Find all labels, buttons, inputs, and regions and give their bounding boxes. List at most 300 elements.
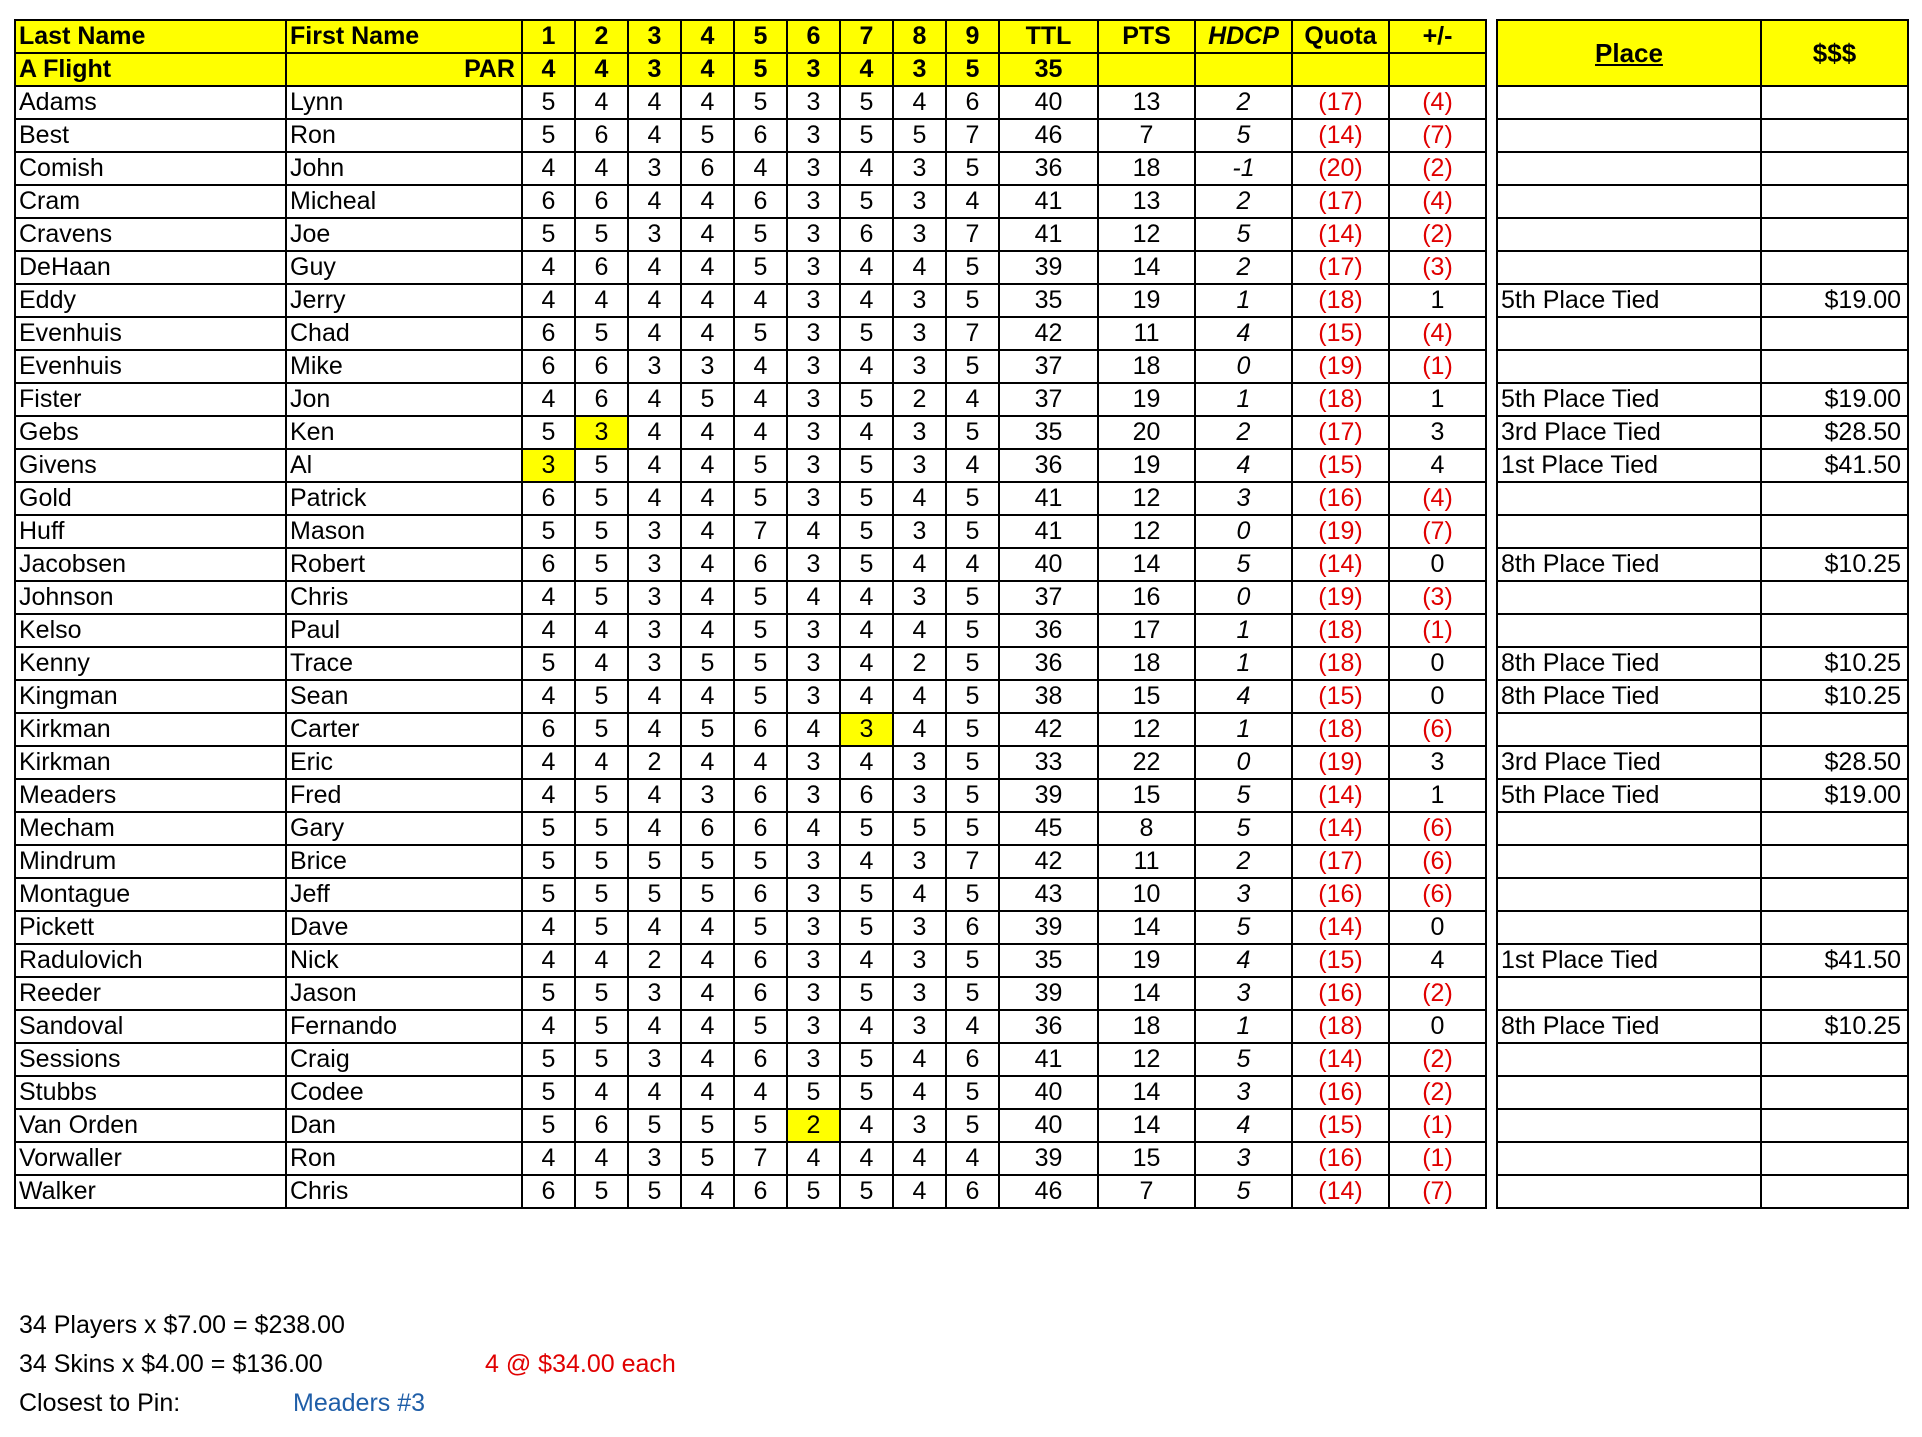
hole-8-score: 4 — [893, 1175, 946, 1208]
handicap-cell: 4 — [1195, 944, 1292, 977]
handicap-cell: 5 — [1195, 812, 1292, 845]
table-row — [15, 1043, 1486, 1076]
points-cell: 12 — [1098, 515, 1195, 548]
last-name-cell: Kingman — [15, 680, 286, 713]
amount-cell — [1761, 482, 1908, 515]
hole-1-score: 5 — [522, 416, 575, 449]
place-cell — [1497, 482, 1761, 515]
payout-row — [1497, 647, 1908, 680]
hole-3-score: 3 — [628, 515, 681, 548]
payout-row — [1497, 614, 1908, 647]
handicap-cell: 1 — [1195, 614, 1292, 647]
table-row — [15, 1010, 1486, 1043]
table-row — [15, 482, 1486, 515]
hole-2-score: 4 — [575, 86, 628, 119]
hole-7-score: 4 — [840, 746, 893, 779]
total-cell: 35 — [999, 416, 1098, 449]
total-cell: 41 — [999, 185, 1098, 218]
hole-3-score: 4 — [628, 119, 681, 152]
last-name-cell: Sandoval — [15, 1010, 286, 1043]
total-cell: 36 — [999, 1010, 1098, 1043]
amount-cell — [1761, 185, 1908, 218]
hole-2-score: 5 — [575, 845, 628, 878]
plus-minus-cell: (1) — [1389, 614, 1486, 647]
quota-cell: (17) — [1292, 185, 1389, 218]
last-name-cell: Gold — [15, 482, 286, 515]
total-cell: 33 — [999, 746, 1098, 779]
hole-1-score: 5 — [522, 812, 575, 845]
hole-9-score: 5 — [946, 482, 999, 515]
handicap-cell: 4 — [1195, 680, 1292, 713]
table-row — [15, 1076, 1486, 1109]
hole-4-score: 4 — [681, 614, 734, 647]
handicap-cell: 3 — [1195, 878, 1292, 911]
hole-2-score: 5 — [575, 911, 628, 944]
hole-5-score: 7 — [734, 1142, 787, 1175]
hole-2-score: 5 — [575, 680, 628, 713]
points-cell: 13 — [1098, 86, 1195, 119]
par-hole-1: 4 — [522, 53, 575, 86]
hole-9-score: 4 — [946, 185, 999, 218]
first-name-cell: Mike — [286, 350, 522, 383]
payout-row — [1497, 416, 1908, 449]
table-row — [15, 581, 1486, 614]
quota-cell: (15) — [1292, 680, 1389, 713]
players-fee-line: 34 Players x $7.00 = $238.00 — [19, 1311, 345, 1339]
place-cell: 8th Place Tied — [1497, 548, 1761, 581]
payout-row — [1497, 86, 1908, 119]
hole-9-score: 6 — [946, 911, 999, 944]
hole-1-score: 6 — [522, 1175, 575, 1208]
quota-cell: (16) — [1292, 482, 1389, 515]
hole-1-score: 5 — [522, 977, 575, 1010]
plus-minus-cell: 3 — [1389, 746, 1486, 779]
hole-7-score: 4 — [840, 944, 893, 977]
points-cell: 7 — [1098, 1175, 1195, 1208]
place-cell: 8th Place Tied — [1497, 680, 1761, 713]
total-cell: 39 — [999, 911, 1098, 944]
hole-4-score: 4 — [681, 1076, 734, 1109]
table-row — [15, 251, 1486, 284]
handicap-cell: 5 — [1195, 218, 1292, 251]
hole-4-score: 5 — [681, 878, 734, 911]
hole-9-header: 9 — [946, 20, 999, 53]
hole-1-score: 4 — [522, 944, 575, 977]
hole-1-score: 4 — [522, 1142, 575, 1175]
last-name-cell: Givens — [15, 449, 286, 482]
handicap-cell: 3 — [1195, 482, 1292, 515]
hole-7-header: 7 — [840, 20, 893, 53]
hole-8-score: 3 — [893, 515, 946, 548]
amount-cell — [1761, 1142, 1908, 1175]
par-pts-empty — [1098, 53, 1195, 86]
place-cell — [1497, 911, 1761, 944]
first-name-cell: Jeff — [286, 878, 522, 911]
first-name-cell: Paul — [286, 614, 522, 647]
quota-header: Quota — [1292, 20, 1389, 53]
hole-1-score: 5 — [522, 1043, 575, 1076]
flight-label: A Flight — [15, 53, 286, 86]
last-name-cell: Van Orden — [15, 1109, 286, 1142]
total-cell: 40 — [999, 548, 1098, 581]
hole-5-score: 4 — [734, 350, 787, 383]
payout-row — [1497, 878, 1908, 911]
hole-1-score: 5 — [522, 119, 575, 152]
hole-9-score: 4 — [946, 1010, 999, 1043]
hole-7-score: 4 — [840, 647, 893, 680]
payout-rows — [1497, 86, 1908, 1208]
hdcp-header: HDCP — [1195, 20, 1292, 53]
hole-5-score: 6 — [734, 713, 787, 746]
points-cell: 12 — [1098, 482, 1195, 515]
hole-1-score: 4 — [522, 1010, 575, 1043]
total-cell: 39 — [999, 251, 1098, 284]
place-cell: 5th Place Tied — [1497, 383, 1761, 416]
quota-cell: (15) — [1292, 944, 1389, 977]
quota-cell: (18) — [1292, 1010, 1389, 1043]
hole-6-score: 4 — [787, 581, 840, 614]
hole-4-score: 4 — [681, 218, 734, 251]
par-hole-9: 5 — [946, 53, 999, 86]
hole-5-score: 5 — [734, 845, 787, 878]
total-cell: 36 — [999, 449, 1098, 482]
hole-4-score: 3 — [681, 779, 734, 812]
hole-5-score: 6 — [734, 119, 787, 152]
hole-1-score: 5 — [522, 1076, 575, 1109]
hole-3-score: 4 — [628, 1010, 681, 1043]
amount-cell: $19.00 — [1761, 383, 1908, 416]
hole-4-header: 4 — [681, 20, 734, 53]
payout-row — [1497, 944, 1908, 977]
points-cell: 17 — [1098, 614, 1195, 647]
table-row — [15, 1109, 1486, 1142]
hole-9-score: 5 — [946, 647, 999, 680]
hole-7-score: 5 — [840, 185, 893, 218]
hole-7-score: 5 — [840, 878, 893, 911]
hole-3-score: 4 — [628, 713, 681, 746]
payout-row — [1497, 845, 1908, 878]
handicap-cell: 5 — [1195, 119, 1292, 152]
handicap-cell: 1 — [1195, 284, 1292, 317]
plus-minus-cell: 1 — [1389, 284, 1486, 317]
hole-3-score: 4 — [628, 383, 681, 416]
points-cell: 7 — [1098, 119, 1195, 152]
points-cell: 14 — [1098, 251, 1195, 284]
amount-cell — [1761, 152, 1908, 185]
total-cell: 39 — [999, 1142, 1098, 1175]
payout-table — [1496, 19, 1909, 1209]
place-cell — [1497, 152, 1761, 185]
hole-6-score: 3 — [787, 647, 840, 680]
hole-3-score: 4 — [628, 911, 681, 944]
total-cell: 38 — [999, 680, 1098, 713]
hole-7-score: 4 — [840, 845, 893, 878]
hole-6-score: 3 — [787, 779, 840, 812]
hole-1-score: 5 — [522, 1109, 575, 1142]
total-cell: 42 — [999, 845, 1098, 878]
quota-cell: (18) — [1292, 614, 1389, 647]
hole-4-score: 4 — [681, 680, 734, 713]
hole-6-score: 3 — [787, 746, 840, 779]
hole-1-score: 6 — [522, 548, 575, 581]
hole-5-header: 5 — [734, 20, 787, 53]
total-cell: 41 — [999, 218, 1098, 251]
hole-9-score: 5 — [946, 713, 999, 746]
points-cell: 22 — [1098, 746, 1195, 779]
table-row — [15, 152, 1486, 185]
table-row — [15, 911, 1486, 944]
hole-3-header: 3 — [628, 20, 681, 53]
hole-2-score: 6 — [575, 185, 628, 218]
hole-2-score: 5 — [575, 581, 628, 614]
hole-6-header: 6 — [787, 20, 840, 53]
hole-8-score: 4 — [893, 878, 946, 911]
handicap-cell: 4 — [1195, 317, 1292, 350]
plus-minus-cell: 0 — [1389, 1010, 1486, 1043]
hole-7-score: 5 — [840, 119, 893, 152]
hole-1-score: 4 — [522, 383, 575, 416]
hole-4-score: 5 — [681, 713, 734, 746]
plus-minus-cell: (2) — [1389, 1043, 1486, 1076]
payout-row — [1497, 350, 1908, 383]
pts-header: PTS — [1098, 20, 1195, 53]
first-name-cell: Micheal — [286, 185, 522, 218]
first-name-cell: Jason — [286, 977, 522, 1010]
total-cell: 35 — [999, 944, 1098, 977]
hole-1-score: 5 — [522, 845, 575, 878]
quota-cell: (18) — [1292, 383, 1389, 416]
hole-5-score: 5 — [734, 911, 787, 944]
hole-6-score: 3 — [787, 86, 840, 119]
quota-cell: (19) — [1292, 350, 1389, 383]
hole-5-score: 5 — [734, 614, 787, 647]
hole-3-score: 3 — [628, 548, 681, 581]
hole-9-score: 7 — [946, 845, 999, 878]
hole-5-score: 7 — [734, 515, 787, 548]
hole-4-score: 4 — [681, 581, 734, 614]
first-name-cell: Chris — [286, 1175, 522, 1208]
points-cell: 12 — [1098, 218, 1195, 251]
hole-1-score: 4 — [522, 614, 575, 647]
hole-5-score: 6 — [734, 548, 787, 581]
skins-fee-line: 34 Skins x $4.00 = $136.00 — [19, 1350, 323, 1378]
payout-row — [1497, 449, 1908, 482]
points-cell: 19 — [1098, 383, 1195, 416]
amount-cell — [1761, 1109, 1908, 1142]
hole-6-score: 4 — [787, 713, 840, 746]
amount-cell — [1761, 515, 1908, 548]
quota-cell: (20) — [1292, 152, 1389, 185]
hole-6-score: 3 — [787, 284, 840, 317]
handicap-cell: 5 — [1195, 1043, 1292, 1076]
handicap-cell: 2 — [1195, 185, 1292, 218]
plus-minus-cell: 0 — [1389, 680, 1486, 713]
last-name-cell: Kelso — [15, 614, 286, 647]
plus-minus-cell: 0 — [1389, 548, 1486, 581]
hole-6-score: 3 — [787, 383, 840, 416]
hole-8-score: 4 — [893, 1076, 946, 1109]
last-name-cell: Adams — [15, 86, 286, 119]
hole-2-score: 5 — [575, 317, 628, 350]
hole-5-score: 4 — [734, 383, 787, 416]
amount-cell — [1761, 977, 1908, 1010]
quota-cell: (17) — [1292, 251, 1389, 284]
hole-2-score: 5 — [575, 482, 628, 515]
table-row — [15, 383, 1486, 416]
amount-cell — [1761, 86, 1908, 119]
hole-2-score: 6 — [575, 383, 628, 416]
hole-8-score: 3 — [893, 185, 946, 218]
hole-6-score: 3 — [787, 317, 840, 350]
player-rows — [15, 86, 1486, 1208]
quota-cell: (16) — [1292, 977, 1389, 1010]
hole-6-score: 3 — [787, 1043, 840, 1076]
hole-2-score: 5 — [575, 713, 628, 746]
last-name-cell: Walker — [15, 1175, 286, 1208]
hole-2-score: 5 — [575, 515, 628, 548]
hole-7-score: 5 — [840, 383, 893, 416]
hole-3-score: 3 — [628, 614, 681, 647]
hole-2-score: 6 — [575, 119, 628, 152]
plus-minus-cell: 1 — [1389, 779, 1486, 812]
first-name-cell: Ken — [286, 416, 522, 449]
hole-3-score: 2 — [628, 746, 681, 779]
hole-9-score: 5 — [946, 1076, 999, 1109]
total-cell: 40 — [999, 1109, 1098, 1142]
points-cell: 18 — [1098, 350, 1195, 383]
quota-cell: (15) — [1292, 449, 1389, 482]
handicap-cell: 3 — [1195, 1076, 1292, 1109]
hole-9-score: 4 — [946, 548, 999, 581]
place-cell — [1497, 86, 1761, 119]
hole-4-score: 5 — [681, 119, 734, 152]
hole-8-score: 4 — [893, 251, 946, 284]
par-hole-8: 3 — [893, 53, 946, 86]
amount-cell — [1761, 878, 1908, 911]
plus-minus-cell: (4) — [1389, 317, 1486, 350]
hole-2-score: 5 — [575, 1043, 628, 1076]
handicap-cell: 1 — [1195, 647, 1292, 680]
hole-6-score: 3 — [787, 350, 840, 383]
payout-row — [1497, 152, 1908, 185]
quota-cell: (14) — [1292, 812, 1389, 845]
hole-3-score: 4 — [628, 86, 681, 119]
hole-4-score: 4 — [681, 548, 734, 581]
amount-cell — [1761, 845, 1908, 878]
plus-minus-cell: (1) — [1389, 1109, 1486, 1142]
last-name-cell: Eddy — [15, 284, 286, 317]
first-name-cell: Mason — [286, 515, 522, 548]
hole-3-score: 4 — [628, 284, 681, 317]
hole-2-score: 4 — [575, 647, 628, 680]
hole-8-score: 3 — [893, 152, 946, 185]
hole-7-score: 5 — [840, 317, 893, 350]
hole-4-score: 4 — [681, 944, 734, 977]
place-cell — [1497, 878, 1761, 911]
hole-9-score: 7 — [946, 218, 999, 251]
plus-minus-header: +/- — [1389, 20, 1486, 53]
plus-minus-cell: (6) — [1389, 713, 1486, 746]
hole-9-score: 4 — [946, 1142, 999, 1175]
amount-cell: $19.00 — [1761, 779, 1908, 812]
hole-5-score: 5 — [734, 86, 787, 119]
table-row — [15, 416, 1486, 449]
table-row — [15, 680, 1486, 713]
place-cell — [1497, 515, 1761, 548]
handicap-cell: 3 — [1195, 977, 1292, 1010]
hole-9-score: 5 — [946, 416, 999, 449]
hole-2-score: 6 — [575, 350, 628, 383]
hole-8-score: 4 — [893, 548, 946, 581]
hole-6-score: 5 — [787, 1076, 840, 1109]
amount-cell — [1761, 614, 1908, 647]
par-label: PAR — [286, 53, 522, 86]
hole-1-score: 4 — [522, 284, 575, 317]
payout-row — [1497, 383, 1908, 416]
handicap-cell: 1 — [1195, 1010, 1292, 1043]
first-name-cell: Robert — [286, 548, 522, 581]
quota-cell: (14) — [1292, 1043, 1389, 1076]
table-row — [15, 878, 1486, 911]
payout-row — [1497, 1109, 1908, 1142]
hole-3-score: 3 — [628, 1043, 681, 1076]
hole-1-score: 6 — [522, 482, 575, 515]
hole-9-score: 5 — [946, 878, 999, 911]
table-row — [15, 647, 1486, 680]
hole-9-score: 5 — [946, 284, 999, 317]
table-row — [15, 218, 1486, 251]
hole-7-score: 4 — [840, 284, 893, 317]
hole-1-score: 6 — [522, 350, 575, 383]
amount-cell: $10.25 — [1761, 548, 1908, 581]
hole-5-score: 6 — [734, 944, 787, 977]
amount-header: $$$ — [1761, 20, 1908, 86]
hole-2-score: 4 — [575, 614, 628, 647]
points-cell: 18 — [1098, 152, 1195, 185]
hole-9-score: 6 — [946, 1043, 999, 1076]
par-hole-5: 5 — [734, 53, 787, 86]
total-cell: 36 — [999, 152, 1098, 185]
hole-5-score: 6 — [734, 1175, 787, 1208]
hole-8-header: 8 — [893, 20, 946, 53]
place-cell — [1497, 977, 1761, 1010]
place-cell — [1497, 581, 1761, 614]
hole-3-score: 3 — [628, 152, 681, 185]
amount-cell — [1761, 812, 1908, 845]
points-cell: 10 — [1098, 878, 1195, 911]
hole-2-score: 3 — [575, 416, 628, 449]
handicap-cell: 1 — [1195, 383, 1292, 416]
quota-cell: (19) — [1292, 515, 1389, 548]
par-hole-6: 3 — [787, 53, 840, 86]
hole-4-score: 4 — [681, 1175, 734, 1208]
total-cell: 45 — [999, 812, 1098, 845]
handicap-cell: 2 — [1195, 86, 1292, 119]
place-cell — [1497, 251, 1761, 284]
hole-2-score: 4 — [575, 1076, 628, 1109]
hole-5-score: 5 — [734, 317, 787, 350]
table-row — [15, 1142, 1486, 1175]
quota-cell: (18) — [1292, 284, 1389, 317]
place-cell — [1497, 1142, 1761, 1175]
hole-3-score: 5 — [628, 878, 681, 911]
points-cell: 13 — [1098, 185, 1195, 218]
hole-1-score: 4 — [522, 746, 575, 779]
hole-7-score: 4 — [840, 1010, 893, 1043]
quota-cell: (15) — [1292, 1109, 1389, 1142]
last-name-cell: Comish — [15, 152, 286, 185]
hole-2-score: 4 — [575, 1142, 628, 1175]
